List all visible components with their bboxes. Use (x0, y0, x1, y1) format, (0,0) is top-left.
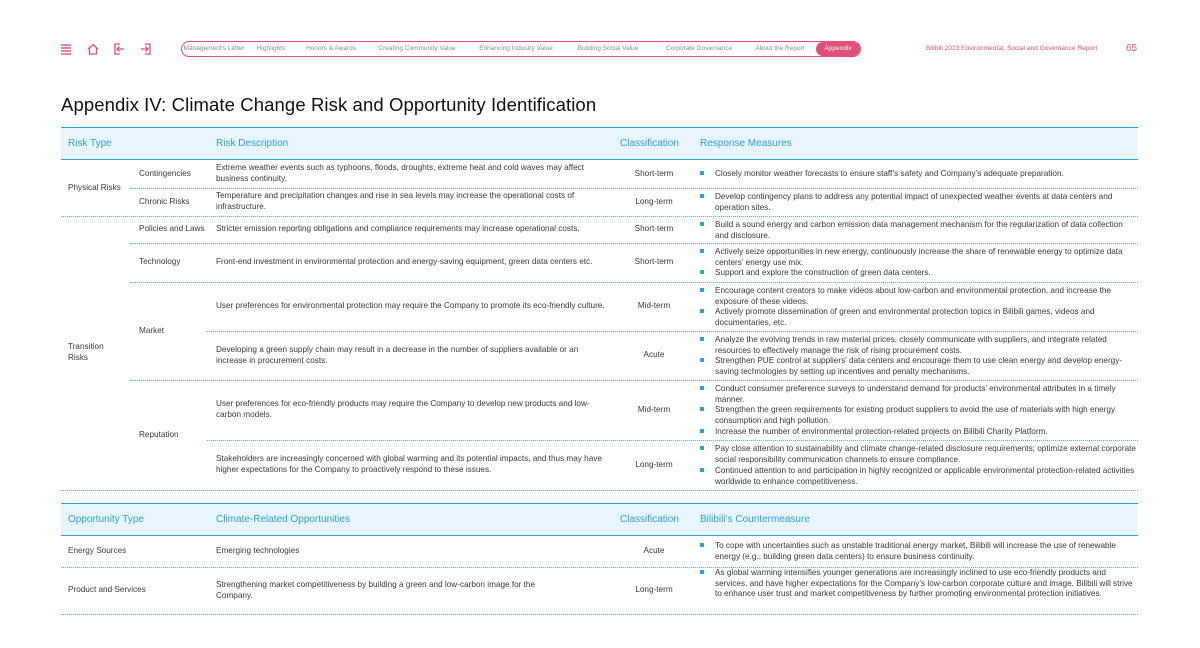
risk-classification: Long-term (635, 459, 673, 469)
risk-description: Developing a green supply chain may result in a decrease in the number of suppliers available or an increase in procurement costs. (216, 344, 579, 365)
forward-icon[interactable] (139, 42, 153, 56)
risk-classification: Long-term (635, 196, 673, 206)
response-measure: Build a sound energy and carbon emission data management mechanism for the regularization of data collection and disclosure. (700, 220, 1136, 241)
group-physical-risks: Physical Risks (68, 182, 121, 192)
risk-classification: Acute (643, 350, 665, 360)
response-measure: Encourage content creators to make videos about low-carbon and environmental protection, and increase the exposure of these videos. (700, 286, 1136, 307)
risk-description: Extreme weather events such as typhoons, floods, droughts, extreme heat and cold waves may affect business continuity. (216, 163, 585, 183)
countermeasure: To cope with uncertainties such as unstable traditional energy market, Bilibili will increase the use of renewable energy (e.g., building green data centers) to ensure business continuity. (700, 541, 1136, 562)
risk-description: Temperature and precipitation changes and rise in sea levels may increase the operational costs of infrastructure. (216, 191, 575, 211)
top-navigation (0, 0, 1200, 100)
tab-corporate-governance[interactable]: Corporate Governance (665, 45, 733, 52)
header-countermeasure: Bilibili’s Countermeasure (700, 513, 810, 525)
response-measure: Conduct consumer preference surveys to understand demand for products’ environmental attributes in a timely manner. (700, 384, 1136, 405)
risk-classification: Short-term (634, 257, 674, 267)
page-number: 65 (1126, 43, 1138, 54)
subtype-contingencies: Contingencies (139, 168, 191, 178)
response-measure: Strengthen PUE control at suppliers’ data centers and encourage them to use clean energy and develop energy-saving technologies by setting up incentives and penalty mechanisms. (700, 356, 1136, 377)
subtype-chronic-risks: Chronic Risks (139, 196, 190, 206)
risk-classification: Mid-term (637, 404, 671, 414)
countermeasure: As global warming intensifies younger generations are increasingly inclined to use eco-friendly products and services, and have higher expectations for the Company’s low-carbon corporate culture and image. Bilibili will strive to enhance user trust and market competitiveness by further promoting environmental protection initiatives. (700, 568, 1136, 600)
section-tabs (181, 41, 861, 57)
risk-classification: Short-term (634, 168, 674, 178)
tab-appendix[interactable]: Appendix (816, 42, 860, 56)
risk-description: User preferences for eco-friendly products may require the Company to develop new products and low-carbon models. (216, 399, 590, 419)
subtype-market: Market (139, 325, 165, 335)
risk-classification: Mid-term (637, 301, 671, 311)
home-icon[interactable] (86, 42, 100, 56)
risk-description: Stakeholders are increasingly concerned with global warming and its potential impacts, and thus may have higher expectations for the Company to proactively respond to these issues. (216, 454, 602, 474)
risk-table-header (61, 127, 1138, 160)
tab-building-social-value[interactable]: Building Social Value (577, 45, 639, 52)
report-title: Bilibili 2023 Environmental, Social and Governance Report (926, 45, 1098, 52)
header-classification: Classification (620, 137, 679, 149)
risk-description: User preferences for environmental protection may require the Company to promote its eco-friendly culture. (216, 301, 605, 311)
opportunity-table (61, 503, 1138, 616)
response-measure: Pay close attention to sustainability and climate change-related disclosure requirements; optimize external corporate social responsibility communication channels to ensure compliance. (700, 444, 1136, 465)
climate-opportunity: Strengthening market competitiveness by building a green and low-carbon image for the Company. (216, 579, 536, 600)
subtype-technology: Technology (139, 257, 181, 267)
header-classification: Classification (620, 513, 679, 525)
tab-honors-awards[interactable]: Honors & Awards (305, 45, 357, 52)
climate-opportunity: Emerging technologies (216, 546, 300, 556)
opportunity-type: Product and Services (68, 585, 146, 595)
risk-classification: Short-term (634, 224, 674, 234)
risk-table (61, 127, 1138, 492)
opportunity-classification: Acute (643, 546, 665, 556)
response-measure: Actively promote dissemination of green and environmental protection topics in Bilibili games, videos and documentaries, etc. (700, 307, 1136, 328)
header-risk-type: Risk Type (68, 137, 112, 149)
subtype-reputation: Reputation (139, 429, 179, 439)
header-risk-description: Risk Description (216, 137, 289, 149)
response-measure: Develop contingency plans to address any potential impact of unexpected weather events at data centers and operation sites. (700, 192, 1136, 213)
menu-icon[interactable] (59, 42, 73, 56)
header-response-measures: Response Measures (700, 137, 792, 149)
tab-managements-letter[interactable]: Management's Letter (183, 45, 245, 52)
tab-enhancing-industry-value[interactable]: Enhancing Industry Value (479, 45, 553, 52)
risk-description: Front-end investment in environmental protection and energy-saving equipment, green data centers etc. (216, 257, 593, 267)
table-bottom-divider (61, 490, 1138, 491)
opportunity-type: Energy Sources (68, 546, 127, 556)
back-icon[interactable] (112, 42, 126, 56)
response-measure: Continued attention to and participation in highly recognized or applicable environmental protection-related activities worldwide to enhance competitiveness. (700, 466, 1136, 487)
header-opportunity-type: Opportunity Type (68, 513, 144, 525)
table-bottom-divider (61, 614, 1138, 615)
opportunity-table-header (61, 503, 1138, 536)
subtype-policies-laws: Policies and Laws (139, 224, 205, 234)
tab-about-the-report[interactable]: About the Report (755, 45, 805, 52)
header-climate-opportunities: Climate-Related Opportunities (216, 513, 350, 525)
page-title: Appendix IV: Climate Change Risk and Opportunity Identification (61, 94, 597, 115)
response-measure: Support and explore the construction of green data centers. (700, 268, 1136, 279)
opportunity-classification: Long-term (635, 585, 673, 595)
response-measure: Analyze the evolving trends in raw material prices, closely communicate with suppliers, and integrate related resources to effectively manage the risk of rising procurement costs. (700, 335, 1136, 356)
group-transition-risks: Transition Risks (68, 342, 104, 362)
tab-creating-community-value[interactable]: Creating Community Value (378, 45, 456, 52)
tab-highlights[interactable]: Highlights (256, 45, 286, 52)
response-measure: Increase the number of environmental protection-related projects on Bilibili Charity Platform. (700, 427, 1136, 438)
response-measure: Strengthen the green requirements for existing product suppliers to avoid the use of materials with high energy consumption and high pollution. (700, 405, 1136, 426)
response-measure: Actively seize opportunities in new energy, continuously increase the share of renewable energy to optimize data centers’ energy use mix. (700, 247, 1136, 268)
risk-description: Stricter emission reporting obligations and compliance requirements may increase operational costs. (216, 224, 580, 234)
response-measure: Closely monitor weather forecasts to ensure staff’s safety and Company’s adequate preparation. (700, 169, 1136, 180)
